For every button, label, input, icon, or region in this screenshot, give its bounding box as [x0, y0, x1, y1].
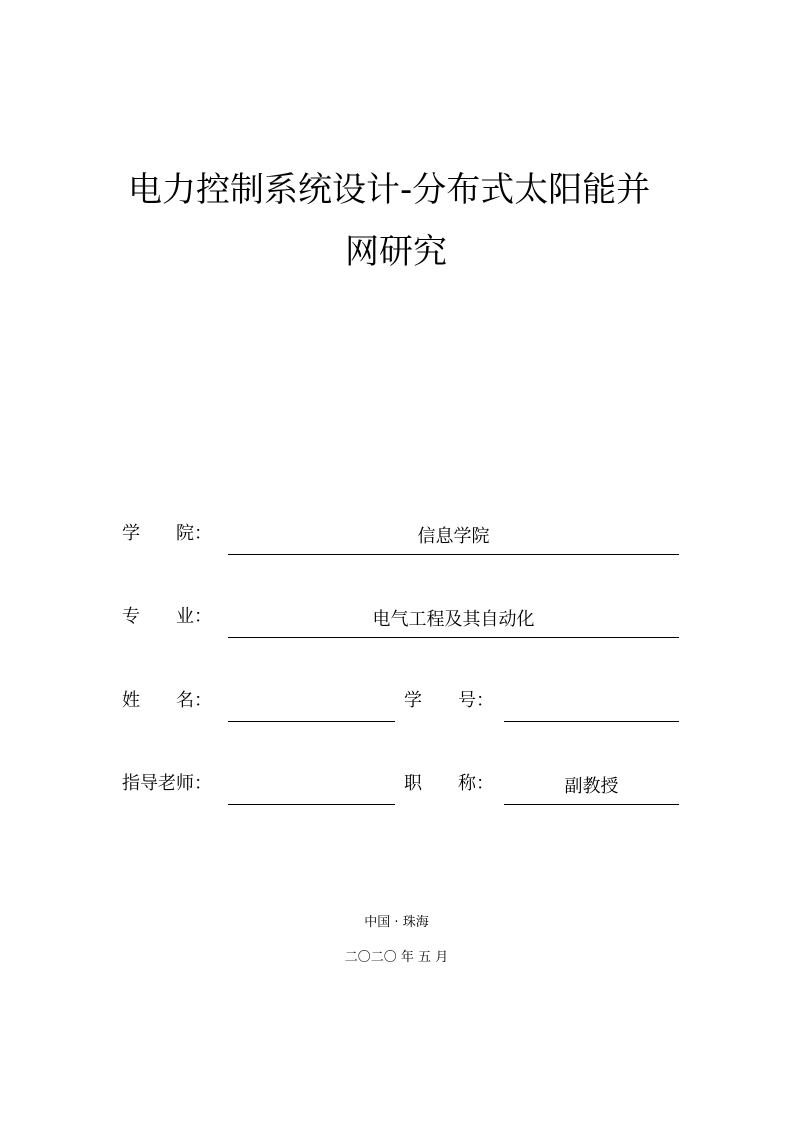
college-field	[228, 524, 679, 555]
advisor-field	[228, 774, 395, 805]
title-rank-value: 副教授	[564, 776, 619, 797]
footer-location: 中国 · 珠海	[364, 915, 429, 930]
college-label: 学 院：	[122, 523, 212, 544]
title-rank-label: 职 称：	[404, 773, 494, 794]
advisor-label: 指导老师：	[122, 773, 212, 794]
title-rank-field	[504, 774, 679, 805]
major-field	[228, 607, 679, 638]
student-id-label: 学 号：	[404, 690, 494, 711]
college-value: 信息学院	[417, 526, 490, 547]
major-label: 专 业：	[122, 606, 212, 627]
title-line-1: 电力控制系统设计-分布式太阳能并	[128, 170, 651, 210]
title-line-2: 网研究	[345, 232, 447, 272]
student-id-field	[504, 691, 679, 722]
name-field	[228, 691, 395, 722]
major-value: 电气工程及其自动化	[372, 609, 535, 630]
footer-date: 二〇二〇 年 五 月	[344, 950, 449, 965]
name-label: 姓 名：	[122, 690, 212, 711]
